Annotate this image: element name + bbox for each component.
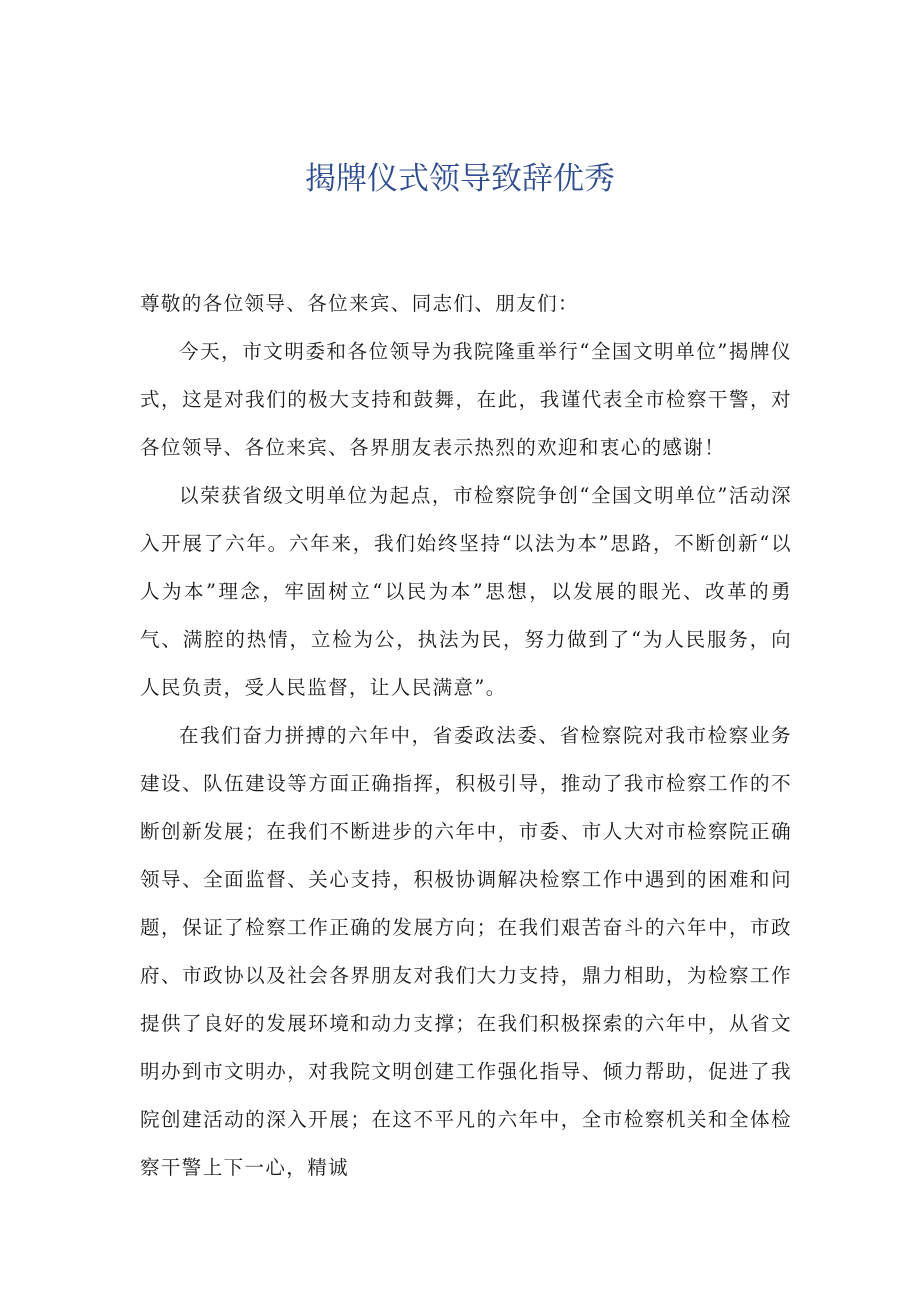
document-body [140,280,792,1192]
paragraph-1: 今天，市文明委和各位领导为我院隆重举行“全国文明单位”揭牌仪式，这是对我们的极大支持和鼓舞，在此，我谨代表全市检察干警，对各位领导、各位来宾、各界朋友表示热烈的欢迎和衷心的感谢！ [140,340,792,459]
paragraph-3: 在我们奋力拼搏的六年中，省委政法委、省检察院对我市检察业务建设、队伍建设等方面正确指挥，积极引导，推动了我市检察工作的不断创新发展；在我们不断进步的六年中，市委、市人大对市检察院正确领导、全面监督、关心支持，积极协调解决检察工作中遇到的困难和问题，保证了检察工作正确的发展方向；在我们艰苦奋斗的六年中，市政府、市政协以及社会各界朋友对我们大力支持，鼎力相助，为检察工作提供了良好的发展环境和动力支撑；在我们积极探索的六年中，从省文明办到市文明办，对我院文明创建工作强化指导、倾力帮助，促进了我院创建活动的深入开展；在这不平凡的六年中，全市检察机关和全体检察干警上下一心，精诚 [140,724,792,1179]
document-title: 揭牌仪式领导致辞优秀 [305,160,615,197]
salutation: 尊敬的各位领导、各位来宾、同志们、朋友们： [140,292,579,315]
paragraph-2: 以荣获省级文明单位为起点，市检察院争创“全国文明单位”活动深入开展了六年。六年来，我们始终坚持“以法为本”思路，不断创新“以人为本”理念，牢固树立“以民为本”思想，以发展的眼光、改革的勇气、满腔的热情，立检为公，执法为民，努力做到了“为人民服务，向人民负责，受人民监督，让人民满意”。 [140,484,792,699]
